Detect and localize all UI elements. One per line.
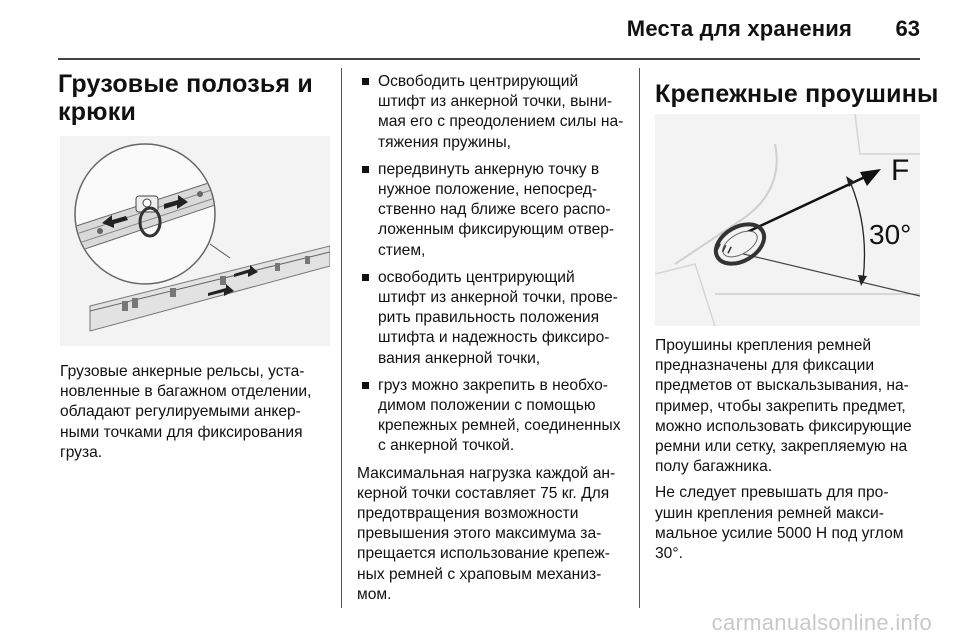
text-line: мом. <box>357 585 392 603</box>
angle-label: 30° <box>869 219 912 250</box>
text-line: стием, <box>378 241 426 259</box>
text-line: передвинуть анкерную точку в <box>378 160 600 178</box>
text-line: Проушины крепления ремней <box>655 337 872 354</box>
text-line: с анкерной точкой. <box>378 437 515 455</box>
text-line: мальное усилие 5000 Н под углом <box>655 524 904 542</box>
page-number: 63 <box>895 16 920 41</box>
text-line: предотвращения возможности <box>357 505 579 523</box>
text-line: предметов от выскальзывания, на- <box>655 377 909 395</box>
section-title: Места для хранения <box>626 16 852 41</box>
text-line: груза. <box>60 443 103 461</box>
text-line: прещается использование крепеж- <box>357 545 610 563</box>
list-item <box>357 376 635 457</box>
text-line: крепежных ремней, соединенных <box>378 417 621 435</box>
text-line: обладают регулируемыми анкер- <box>60 403 301 421</box>
cargo-rails-heading <box>58 70 330 126</box>
text-line: новленные в багажном отделении, <box>60 383 312 401</box>
bullet-icon <box>362 78 369 85</box>
force-label: F <box>891 154 910 187</box>
page-header <box>0 0 960 60</box>
text-line: можно использовать фиксирующие <box>655 417 912 435</box>
text-line: пример, чтобы закрепить предмет, <box>655 397 906 415</box>
text-line: димом положении с помощью <box>378 397 596 415</box>
text-line: Освободить центрирующий <box>378 73 579 90</box>
list-item <box>357 160 635 261</box>
text-line: предназначены для фиксации <box>655 357 875 375</box>
text-line: рить правильность положения <box>378 309 600 327</box>
list-item <box>357 268 635 369</box>
text-line: керной точки составляет 75 кг. Для <box>357 484 610 502</box>
left-column <box>58 70 330 126</box>
text-line: 30°. <box>655 545 683 563</box>
text-line: вания анкерной точки, <box>378 349 541 367</box>
column-divider-right <box>639 68 640 608</box>
max-force-paragraph <box>655 483 945 564</box>
text-line: штифт из анкерной точки, прове- <box>378 289 618 307</box>
bullet-icon <box>362 382 369 389</box>
text-line: полу багажника. <box>655 458 773 476</box>
cargo-rail-illustration <box>60 136 330 346</box>
right-paragraphs <box>655 336 945 564</box>
tie-down-description <box>655 336 945 477</box>
tie-down-eye-illustration <box>655 114 920 326</box>
text-line: ных ремней с храповым механиз- <box>357 565 602 583</box>
text-line: тяжения пружины, <box>378 133 511 151</box>
text-line: ложенным фиксирующим отвер- <box>378 221 615 239</box>
watermark: carmanualsonline.info <box>711 610 932 635</box>
instruction-list <box>357 72 635 457</box>
text-line: штифт из анкерной точки, выни- <box>378 93 613 111</box>
list-item <box>357 72 635 153</box>
middle-column <box>357 72 635 605</box>
left-paragraph <box>60 362 335 463</box>
text-line: штифта и надежность фиксиро- <box>378 329 610 347</box>
text-line: груз можно закрепить в необхо- <box>378 376 608 394</box>
column-divider-left <box>341 68 342 608</box>
text-line: нужное положение, непосред- <box>378 181 598 199</box>
header-divider <box>58 58 920 60</box>
bullet-icon <box>362 274 369 281</box>
bullet-icon <box>362 166 369 173</box>
text-line: ремни или сетку, закрепляемую на <box>655 438 908 456</box>
text-line: освободить центрирующий <box>378 268 575 286</box>
text-line: ушин крепления ремней макси- <box>655 504 884 522</box>
text-line: Максимальная нагрузка каждой ан- <box>357 464 616 482</box>
heading-line: Грузовые полозья и <box>58 70 313 98</box>
text-line: ными точками для фиксирования <box>60 423 303 441</box>
text-line: Грузовые анкерные рельсы, уста- <box>60 363 305 380</box>
text-line: Не следует превышать для про- <box>655 484 889 502</box>
text-line: мая его с преодолением силы на- <box>378 113 624 131</box>
text-line: ственно над ближе всего распо- <box>378 201 611 219</box>
right-column <box>655 80 945 108</box>
heading-line: крюки <box>58 98 137 126</box>
max-load-paragraph <box>357 464 635 605</box>
tie-down-eyes-heading: Крепежные проушины <box>655 80 939 108</box>
text-line: превышения этого максимума за- <box>357 525 602 543</box>
